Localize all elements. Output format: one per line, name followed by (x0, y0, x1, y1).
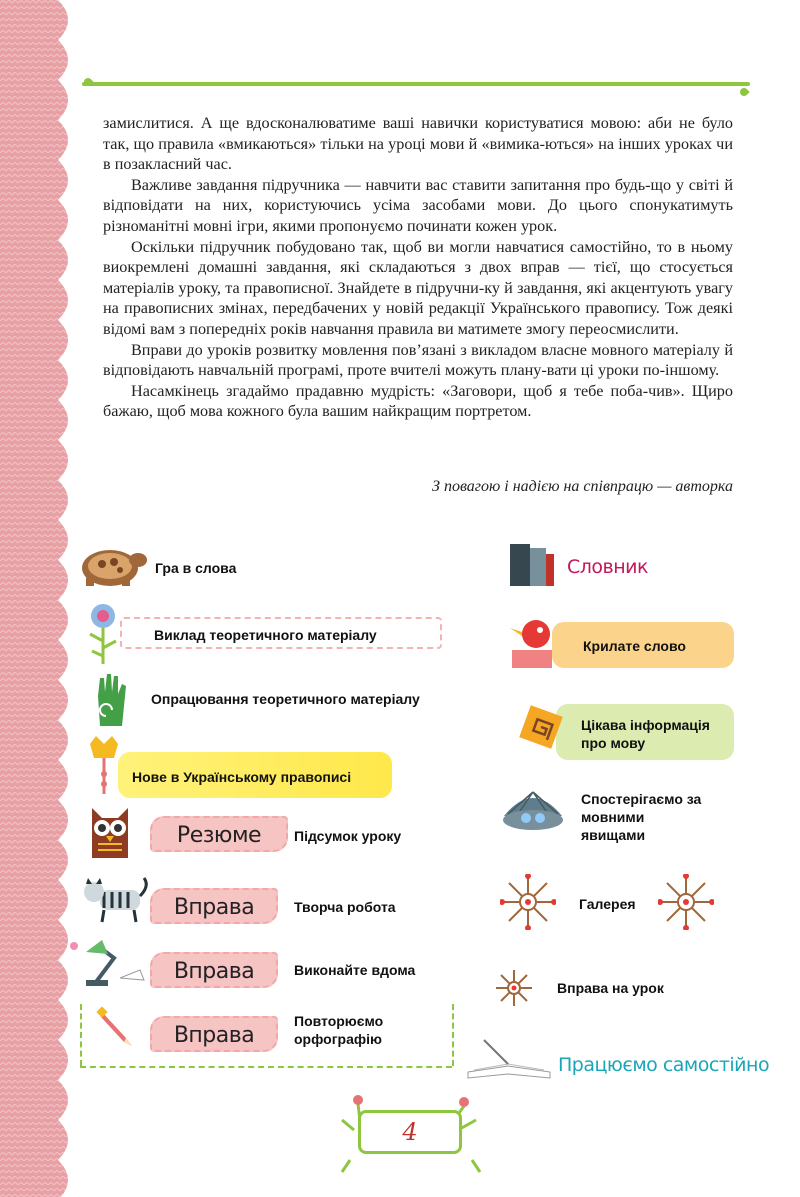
exercise-tag: Вправа (150, 1016, 278, 1052)
legend-dictionary: Словник (567, 556, 648, 578)
exercise-tag: Вправа (150, 952, 278, 988)
legend-interesting: Цікава інформація про мову (581, 717, 710, 751)
paragraph: Оскільки підручник побудовано так, щоб ви могли навчатися самостійно, то в ньому виокремлені домашні завдання, які складаються з двох вправ — тієї, що стосується матеріалів уроку, та правописної. Знайдете в підручни-ку й завдання, які акцентують увагу на правописних змінах, передбачених у новій редакції Українського правопису. Тож деякі відомі вам з попередніх років навчання правила ви матимете змогу переосмислити. (103, 237, 733, 338)
leaf-icon (738, 86, 749, 97)
legend-resume: Підсумок уроку (294, 828, 402, 844)
legend-repeat: Повторюємо орфографію (294, 1013, 384, 1047)
small-sun-burst-icon (494, 968, 534, 1008)
bird-icon (506, 614, 560, 672)
paragraph: замислитися. А ще вдосконалюватиме ваші навички користуватися мовою: аби не було так, що правила «вмикаються» тільки на уроці мови й «вимика-ються» на інших уроках чи в позакласний час. (103, 114, 733, 174)
sun-burst-icon (500, 874, 556, 930)
desk-lamp-icon (68, 938, 150, 988)
intro-text (103, 113, 733, 422)
legend-new-spelling: Нове в Українському правописі (132, 769, 352, 785)
divider (452, 1004, 454, 1066)
divider (80, 1066, 452, 1068)
legend-self-work: Працюємо самостійно (558, 1054, 770, 1076)
top-divider (82, 82, 750, 86)
open-book-icon (464, 1036, 554, 1082)
pencil-icon (96, 1006, 136, 1050)
legend-class-exercise: Вправа на урок (557, 980, 664, 996)
sun-burst-icon (658, 874, 714, 930)
legend-creative: Творча робота (294, 899, 396, 915)
paragraph: Насамкінець згадаймо прадавню мудрість: «Заговори, щоб я тебе поба-чив». Щиро бажаю, щоб мова кожного була вашим найкращим портретом. (103, 381, 733, 421)
cat-icon (78, 876, 150, 924)
paragraph: Вправи до уроків розвитку мовлення пов’язані з викладом власне мовного матеріалу й відповідають навчальній програмі, проте вчителі можуть плану-вати ці уроки по-іншому. (103, 340, 733, 380)
legend-theory: Виклад теоретичного матеріалу (154, 627, 377, 643)
resume-tag: Резюме (150, 816, 288, 852)
legend-observe: Спостерігаємо за мовними явищами (581, 791, 702, 843)
legend-gallery: Галерея (579, 896, 636, 912)
signature: З повагою і надією на співпрацю — авторка (432, 478, 733, 495)
divider (80, 1004, 82, 1066)
hand-icon (92, 672, 128, 728)
owl-icon (88, 804, 132, 866)
legend-winged-word: Крилате слово (583, 638, 686, 654)
legend-homework: Виконайте вдома (294, 962, 416, 978)
paragraph: Важливе завдання підручника — навчити вас ставити запитання про будь-що у світі й відповідати на них, користуючись усіма засобами мови. До цього спонукатимуть різноманітні мовні ігри, якими пропонуємо починати кожен урок. (103, 175, 733, 235)
spiral-icon (518, 704, 564, 750)
page-number: 4 (358, 1110, 462, 1154)
books-icon (506, 542, 556, 590)
decorative-pink-edge (0, 0, 78, 1197)
clam-icon (498, 786, 568, 836)
legend-processing: Опрацювання теоретичного матеріалу (151, 691, 420, 707)
turtle-icon (72, 538, 152, 590)
exercise-tag: Вправа (150, 888, 278, 924)
legend-game: Гра в слова (155, 560, 237, 576)
